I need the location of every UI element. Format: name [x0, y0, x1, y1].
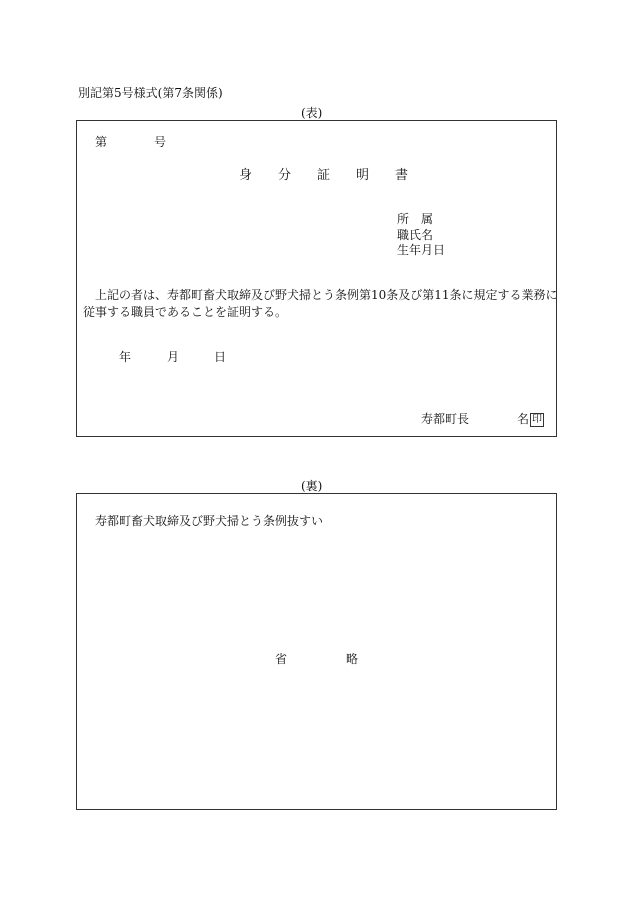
certificate-number-suffix: 号 [154, 135, 167, 149]
issuer-name-suffix: 名 [517, 412, 530, 426]
date-year: 年 [119, 350, 132, 364]
name-label: 職氏名 [397, 228, 434, 242]
statement-line-1: 上記の者は、寿都町畜犬取締及び野犬掃とう条例第10条及び第11条に規定する業務に [95, 288, 558, 302]
back-card [76, 493, 557, 810]
back-side-label: (裏) [301, 479, 323, 493]
certificate-title: 身 分 証 明 書 [239, 168, 409, 183]
front-card [76, 120, 557, 437]
issuer-name [517, 410, 544, 427]
certificate-number-prefix: 第 [95, 135, 108, 149]
form-title: 別記第5号様式(第7条関係) [78, 86, 223, 100]
front-side-label: (表) [301, 106, 323, 120]
statement-line-2: 従事する職員であることを証明する。 [83, 305, 288, 319]
affiliation-label: 所 属 [397, 212, 434, 226]
birthdate-label: 生年月日 [397, 243, 446, 257]
date-month: 月 [167, 350, 180, 364]
seal-mark: 印 [532, 413, 543, 425]
issuer-title: 寿都町長 [421, 412, 470, 426]
date-day: 日 [214, 350, 227, 364]
omitted-text-1: 省 [275, 652, 288, 666]
excerpt-heading: 寿都町畜犬取締及び野犬掃とう条例抜すい [95, 514, 324, 528]
omitted-text-2: 略 [346, 652, 359, 666]
